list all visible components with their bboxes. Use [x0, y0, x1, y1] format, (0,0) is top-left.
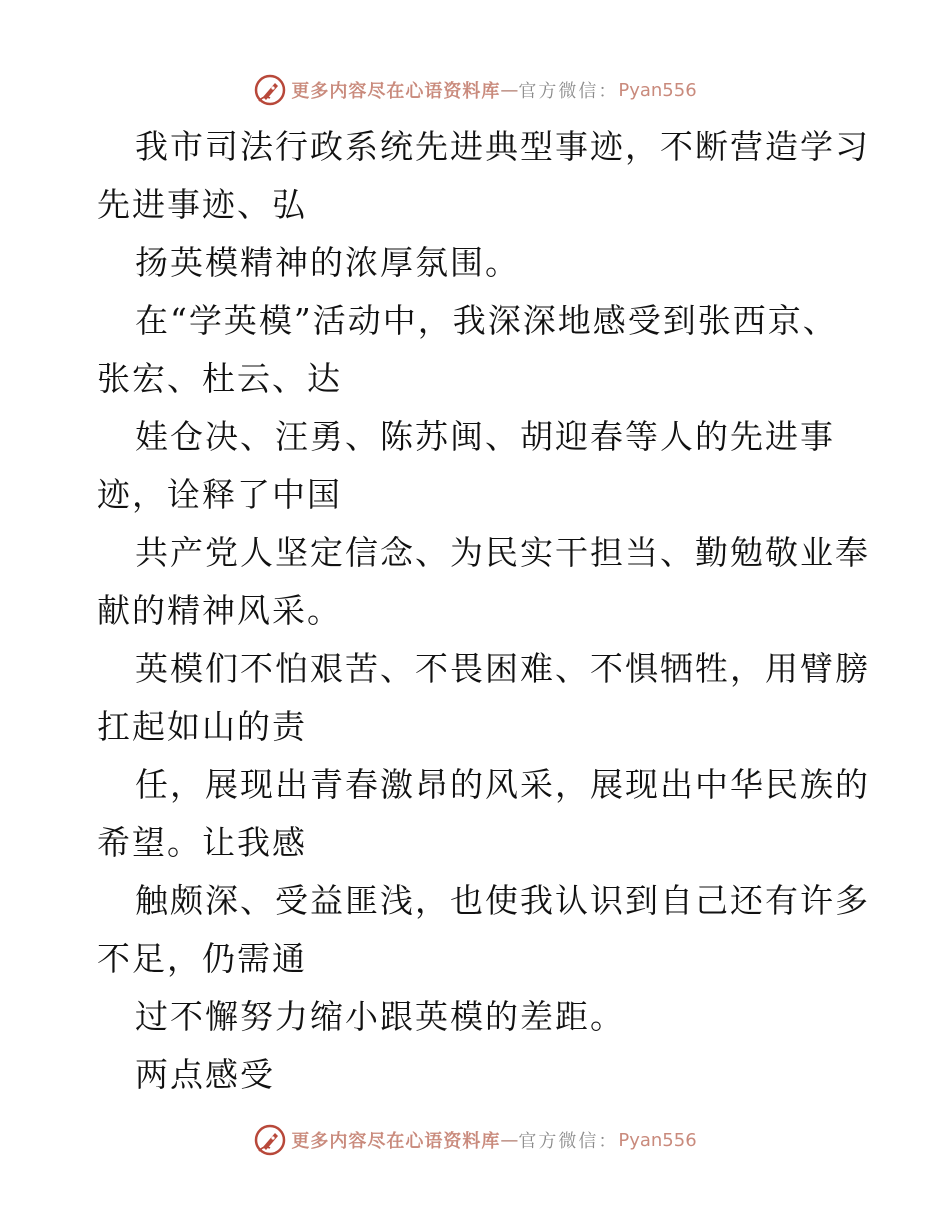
banner-separator: — — [500, 79, 519, 101]
section-heading: 两点感受 — [135, 1055, 275, 1094]
body-line: 英模们不怕艰苦、不畏困难、不惧牺牲，用臂膀 — [135, 649, 870, 688]
body-line: 先进事迹、弘 — [97, 185, 307, 224]
banner-wechat-id: Pyan556 — [618, 1129, 697, 1151]
banner-wechat-label: 官方微信： — [518, 1131, 619, 1152]
banner-wechat-label: 官方微信： — [518, 81, 619, 102]
body-line: 过不懈努力缩小跟英模的差距。 — [135, 997, 625, 1036]
body-line: 我市司法行政系统先进典型事迹，不断营造学习 — [135, 127, 870, 166]
banner-separator: — — [500, 1129, 519, 1151]
body-line: 扬英模精神的浓厚氛围。 — [135, 243, 520, 282]
body-line: 任，展现出青春激昂的风采，展现出中华民族的 — [135, 765, 870, 804]
body-line: 在“学英模”活动中，我深深地感受到张西京、 — [135, 301, 838, 340]
banner-main-text: 更多内容尽在心语资料库 — [291, 81, 501, 102]
footer-banner — [0, 1120, 950, 1160]
body-line: 触颇深、受益匪浅，也使我认识到自己还有许多 — [135, 881, 870, 920]
pen-nib-logo-icon — [253, 1123, 287, 1157]
banner-main-text: 更多内容尽在心语资料库 — [291, 1131, 501, 1152]
banner-wechat-id: Pyan556 — [618, 79, 697, 101]
body-line: 张宏、杜云、达 — [97, 359, 342, 398]
header-banner — [0, 70, 950, 110]
body-line: 不足，仍需通 — [97, 939, 307, 978]
body-line: 扛起如山的责 — [97, 707, 307, 746]
body-line: 献的精神风采。 — [97, 591, 342, 630]
body-line: 希望。让我感 — [97, 823, 307, 862]
body-line: 迹，诠释了中国 — [97, 475, 342, 514]
pen-nib-logo-icon — [253, 73, 287, 107]
body-line: 共产党人坚定信念、为民实干担当、勤勉敬业奉 — [135, 533, 870, 572]
body-line: 娃仓决、汪勇、陈苏闽、胡迎春等人的先进事 — [135, 417, 835, 456]
